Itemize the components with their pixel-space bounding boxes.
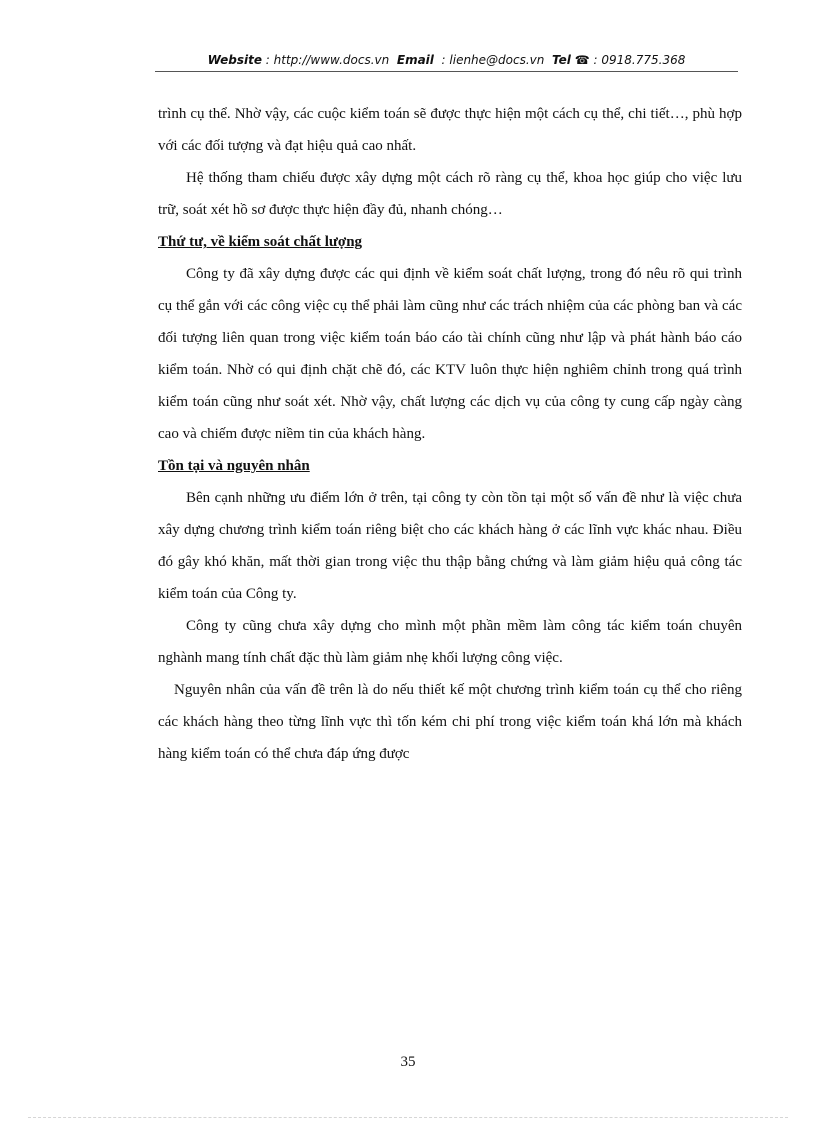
header-divider xyxy=(155,71,738,72)
page-bottom-divider xyxy=(28,1117,788,1118)
website-label: Website xyxy=(207,53,262,67)
section-heading-limitations: Tồn tại và nguyên nhân xyxy=(158,458,310,474)
paragraph-1: trình cụ thể. Nhờ vậy, các cuộc kiểm toán sẽ được thực hiện một cách cụ thể, chi tiết…, phù hợp với các đối tượng và đạt hiệu quả cao nhất. xyxy=(158,106,742,154)
tel-label: Tel xyxy=(552,53,571,67)
paragraph-6: Nguyên nhân của vấn đề trên là do nếu thiết kế một chương trình kiểm toán cụ thể cho riêng các khách hàng theo từng lĩnh vực thì tốn kém chi phí trong việc kiểm toán khá lớn mà khách hàng kiểm toán có thể chưa đáp ứng được xyxy=(158,682,742,762)
paragraph-5: Công ty cũng chưa xây dựng cho mình một phần mềm làm công tác kiểm toán chuyên nghành mang tính chất đặc thù làm giảm nhẹ khối lượng công việc. xyxy=(158,618,742,666)
paragraph-4: Bên cạnh những ưu điểm lớn ở trên, tại công ty còn tồn tại một số vấn đề như là việc chưa xây dựng chương trình kiểm toán riêng biệt cho các khách hàng ở các lĩnh vực khác nhau. Điều đó gây khó khăn, mất thời gian trong việc thu thập bằng chứng và làm giảm hiệu quả công tác kiểm toán của Công ty. xyxy=(158,490,742,602)
paragraph-2: Hệ thống tham chiếu được xây dựng một cách rõ ràng cụ thể, khoa học giúp cho việc lưu trữ, soát xét hồ sơ được thực hiện đầy đủ, nhanh chóng… xyxy=(158,170,742,218)
tel-value: : 0918.775.368 xyxy=(593,53,686,67)
email-label: Email xyxy=(396,53,434,67)
page-number: 35 xyxy=(400,1054,416,1070)
paragraph-3: Công ty đã xây dựng được các qui định về kiểm soát chất lượng, trong đó nêu rõ qui trình cụ thể gắn với các công việc cụ thể phải làm cũng như các trách nhiệm của các phòng ban và các đối tượng liên quan trong việc kiểm toán báo cáo tài chính cũng như lập và phát hành báo cáo kiểm toán. Nhờ có qui định chặt chẽ đó, các KTV luôn thực hiện nghiêm chỉnh trong quá trình kiểm toán cũng như soát xét. Nhờ vậy, chất lượng các dịch vụ của công ty cung cấp ngày càng cao và chiếm được niềm tin của khách hàng. xyxy=(158,266,742,442)
section-heading-quality-control: Thứ tư, về kiểm soát chất lượng xyxy=(158,234,363,250)
email-value: : lienhe@docs.vn xyxy=(441,53,545,67)
website-url: : http://www.docs.vn xyxy=(265,53,390,67)
page-header xyxy=(155,50,738,70)
phone-icon: ☎ xyxy=(574,53,590,67)
document-body xyxy=(158,98,742,770)
